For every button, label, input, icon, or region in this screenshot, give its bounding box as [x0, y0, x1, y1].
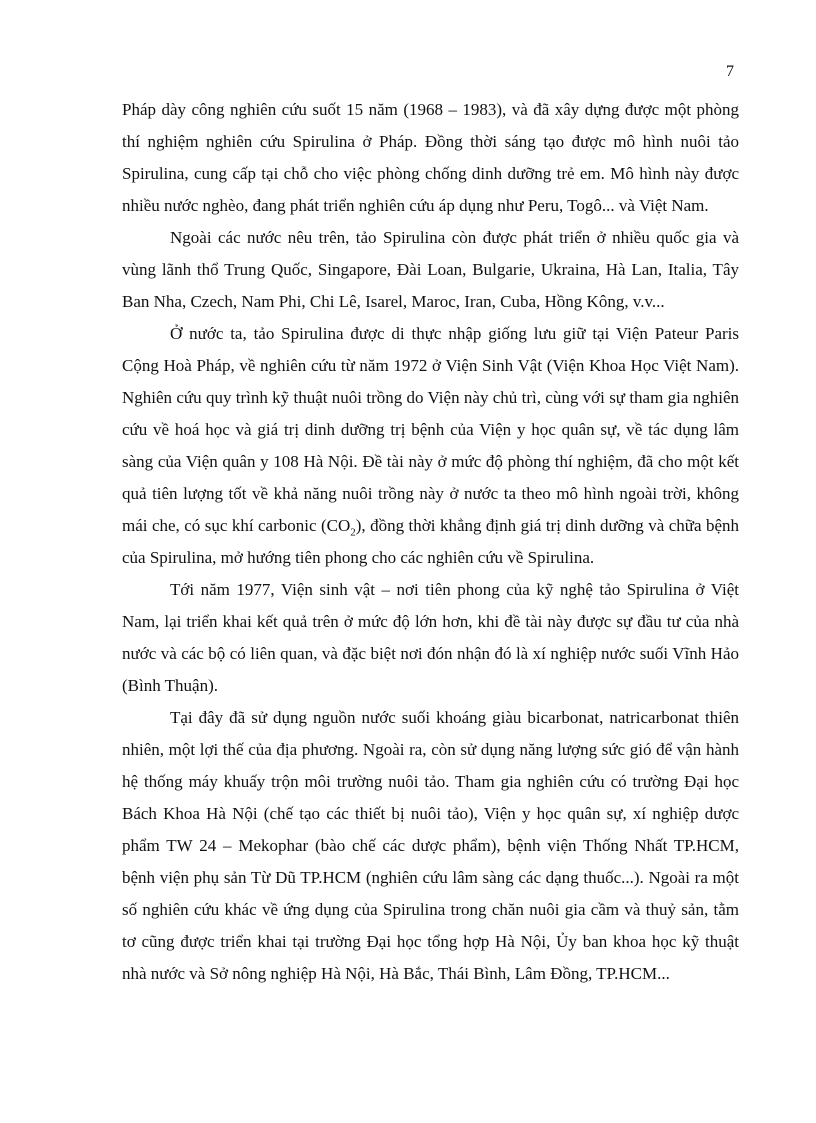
- paragraph-1: Pháp dày công nghiên cứu suốt 15 năm (1968 – 1983), và đã xây dựng được một phòng thí nghiệm nghiên cứu Spirulina ở Pháp. Đồng thời sáng tạo được mô hình nuôi tảo Spirulina, cung cấp tại chỗ cho việc phòng chống dinh dưỡng trẻ em. Mô hình này được nhiều nước nghèo, đang phát triển nghiên cứu áp dụng như Peru, Togô... và Việt Nam.: [122, 100, 739, 215]
- paragraph-3-text-after: ), đồng thời khẳng định giá trị dinh dưỡng và chữa bệnh của Spirulina, mở hướng tiên phong cho các nghiên cứu về Spirulina.: [122, 516, 739, 567]
- page-number: 7: [726, 63, 734, 80]
- paragraph-2: Ngoài các nước nêu trên, tảo Spirulina còn được phát triển ở nhiều quốc gia và vùng lãnh thổ Trung Quốc, Singapore, Đài Loan, Bulgarie, Ukraina, Hà Lan, Italia, Tây Ban Nha, Czech, Nam Phi, Chi Lê, Isarel, Maroc, Iran, Cuba, Hồng Kông, v.v...: [122, 228, 739, 311]
- body-text: [122, 94, 739, 990]
- paragraph-3: [122, 318, 739, 574]
- paragraph-5: Tại đây đã sử dụng nguồn nước suối khoáng giàu bicarbonat, natricarbonat thiên nhiên, một lợi thế của địa phương. Ngoài ra, còn sử dụng năng lượng sức gió để vận hành hệ thống máy khuấy trộn môi trường nuôi tảo. Tham gia nghiên cứu có trường Đại học Bách Khoa Hà Nội (chế tạo các thiết bị nuôi tảo), Viện y học quân sự, xí nghiệp dược phẩm TW 24 – Mekophar (bào chế các dược phẩm), bệnh viện Thống Nhất TP.HCM, bệnh viện phụ sản Từ Dũ TP.HCM (nghiên cứu lâm sàng các dạng thuốc...). Ngoài ra một số nghiên cứu khác về ứng dụng của Spirulina trong chăn nuôi gia cầm và thuỷ sản, tằm tơ cũng được triển khai tại trường Đại học tổng hợp Hà Nội, Ủy ban khoa học kỹ thuật nhà nước và Sở nông nghiệp Hà Nội, Hà Bắc, Thái Bình, Lâm Đồng, TP.HCM...: [122, 708, 739, 983]
- paragraph-4: Tới năm 1977, Viện sinh vật – nơi tiên phong của kỹ nghệ tảo Spirulina ở Việt Nam, lại triển khai kết quả trên ở mức độ lớn hơn, khi đề tài này được sự đầu tư của nhà nước và các bộ có liên quan, và đặc biệt nơi đón nhận đó là xí nghiệp nước suối Vĩnh Hảo (Bình Thuận).: [122, 580, 739, 695]
- paragraph-3-text-before: Ở nước ta, tảo Spirulina được di thực nhập giống lưu giữ tại Viện Pateur Paris Cộng Hoà Pháp, về nghiên cứu từ năm 1972 ở Viện Sinh Vật (Viện Khoa Học Việt Nam). Nghiên cứu quy trình kỹ thuật nuôi trồng do Viện này chủ trì, cùng với sự tham gia nghiên cứu về hoá học và giá trị dinh dưỡng trị bệnh của Viện y học quân sự, về tác dụng lâm sàng của Viện quân y 108 Hà Nội. Đề tài này ở mức độ phòng thí nghiệm, đã cho một kết quả tiên lượng tốt về khả năng nuôi trồng này ở nước ta theo mô hình ngoài trời, không mái che, có sục khí carbonic (CO: [122, 324, 739, 535]
- co2-subscript: 2: [350, 526, 356, 539]
